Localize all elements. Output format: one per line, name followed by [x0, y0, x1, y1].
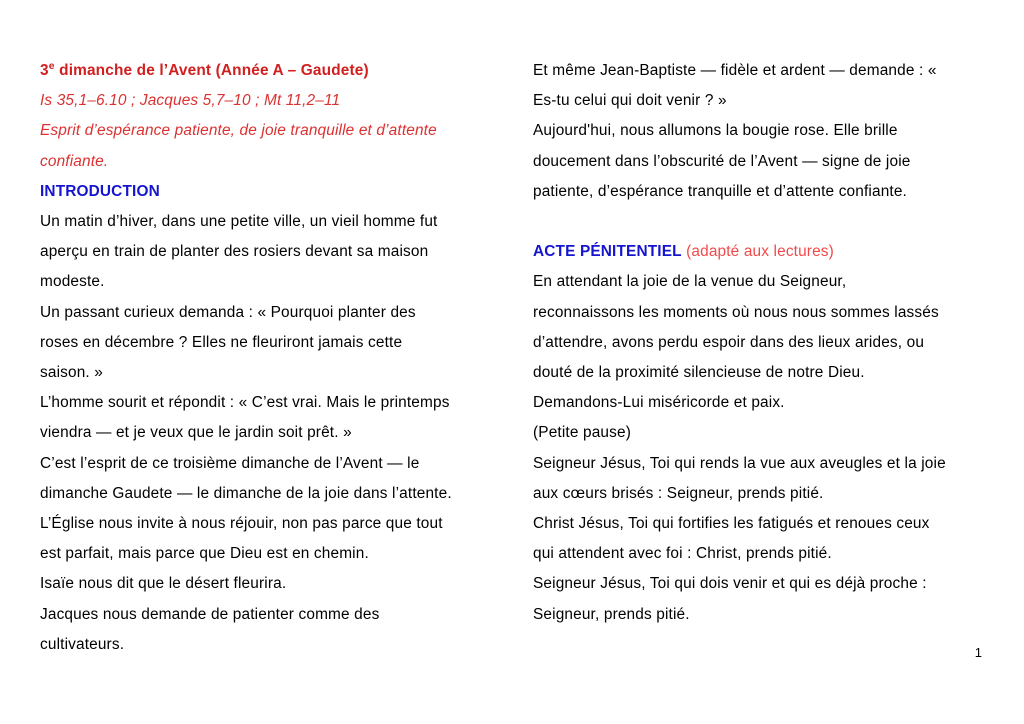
paragraph-intro-6	[40, 569, 492, 599]
text-line: Jacques nous demande de patienter comme des	[40, 605, 380, 623]
invocation-3	[533, 569, 985, 629]
text-line: cultivateurs.	[40, 635, 125, 653]
text-line: (Petite pause)	[533, 424, 631, 442]
text-line: Demandons-Lui miséricorde et paix.	[533, 394, 785, 412]
text-line: Es-tu celui qui doit venir ? »	[533, 92, 727, 110]
paragraph-intro-4	[40, 449, 492, 509]
text-line: patiente, d’espérance tranquille et d’attente confiante.	[533, 182, 907, 200]
heading-introduction: INTRODUCTION	[40, 182, 160, 200]
text-line: qui attendent avec foi : Christ, prends pitié.	[533, 545, 832, 563]
paragraph-intro-5	[40, 509, 492, 569]
text-line: Seigneur, prends pitié.	[533, 605, 690, 623]
text-line: Un passant curieux demanda : « Pourquoi planter des	[40, 303, 416, 321]
stage-direction-pause	[533, 418, 985, 448]
invocation-2	[533, 509, 985, 569]
text-line: Aujourd'hui, nous allumons la bougie rose. Elle brille	[533, 122, 898, 140]
text-line: douté de la proximité silencieuse de notre Dieu.	[533, 364, 865, 382]
heading-acte-penitentiel	[533, 237, 985, 267]
left-column	[40, 56, 492, 660]
paragraph-intro-7	[40, 600, 492, 660]
text-line: L’Église nous invite à nous réjouir, non pas parce que tout	[40, 515, 443, 533]
text-line: L’homme sourit et répondit : « C’est vrai. Mais le printemps	[40, 394, 450, 412]
paragraph-opening-1	[533, 56, 985, 116]
paragraph-intro-1	[40, 207, 492, 298]
text-line: reconnaissons les moments où nous nous sommes lassés	[533, 303, 939, 321]
text-line: Seigneur Jésus, Toi qui rends la vue aux aveugles et la joie	[533, 454, 946, 472]
subtitle-line-1: Esprit d’espérance patiente, de joie tranquille et d’attente	[40, 122, 437, 140]
text-line: est parfait, mais parce que Dieu est en chemin.	[40, 545, 369, 563]
text-line: saison. »	[40, 364, 103, 382]
text-line: En attendant la joie de la venue du Seigneur,	[533, 273, 847, 291]
text-line: roses en décembre ? Elles ne fleuriront jamais cette	[40, 333, 403, 351]
paragraph-opening-2	[533, 116, 985, 207]
title-ordinal-suffix: e	[48, 60, 55, 72]
title-rest: dimanche de l’Avent (Année A – Gaudete)	[54, 62, 369, 79]
heading-main-text: ACTE PÉNITENTIEL	[533, 243, 682, 261]
document-title	[40, 56, 492, 86]
page-number: 1	[974, 645, 982, 660]
text-line: C’est l’esprit de ce troisième dimanche de l’Avent — le	[40, 454, 420, 472]
text-line: Et même Jean-Baptiste — fidèle et ardent — demande : «	[533, 62, 937, 79]
section-spacer	[533, 207, 985, 237]
readings-reference: Is 35,1–6.10 ; Jacques 5,7–10 ; Mt 11,2–11	[40, 92, 341, 110]
paragraph-penitentiel-2	[533, 388, 985, 418]
title-ordinal-number: 3	[40, 62, 49, 79]
heading-note-text: (adapté aux lectures)	[681, 243, 834, 261]
invocation-1	[533, 449, 985, 509]
text-line: Christ Jésus, Toi qui fortifies les fatigués et renoues ceux	[533, 515, 930, 533]
text-line: Isaïe nous dit que le désert fleurira.	[40, 575, 287, 593]
text-line: Un matin d’hiver, dans une petite ville, un vieil homme fut	[40, 213, 438, 231]
paragraph-penitentiel-1	[533, 267, 985, 388]
text-line: viendra — et je veux que le jardin soit prêt. »	[40, 424, 352, 442]
text-line: modeste.	[40, 273, 105, 291]
text-line: Seigneur Jésus, Toi qui dois venir et qui es déjà proche :	[533, 575, 927, 593]
text-line: d’attendre, avons perdu espoir dans des lieux arides, ou	[533, 333, 925, 351]
paragraph-intro-2	[40, 298, 492, 389]
text-line: aux cœurs brisés : Seigneur, prends pitié.	[533, 484, 824, 502]
text-line: aperçu en train de planter des rosiers devant sa maison	[40, 243, 429, 261]
subtitle-line-2: confiante.	[40, 152, 109, 170]
text-line: dimanche Gaudete — le dimanche de la joie dans l’attente.	[40, 484, 452, 502]
text-line: doucement dans l’obscurité de l’Avent — signe de joie	[533, 152, 911, 170]
right-column	[533, 56, 985, 630]
paragraph-intro-3	[40, 388, 492, 448]
